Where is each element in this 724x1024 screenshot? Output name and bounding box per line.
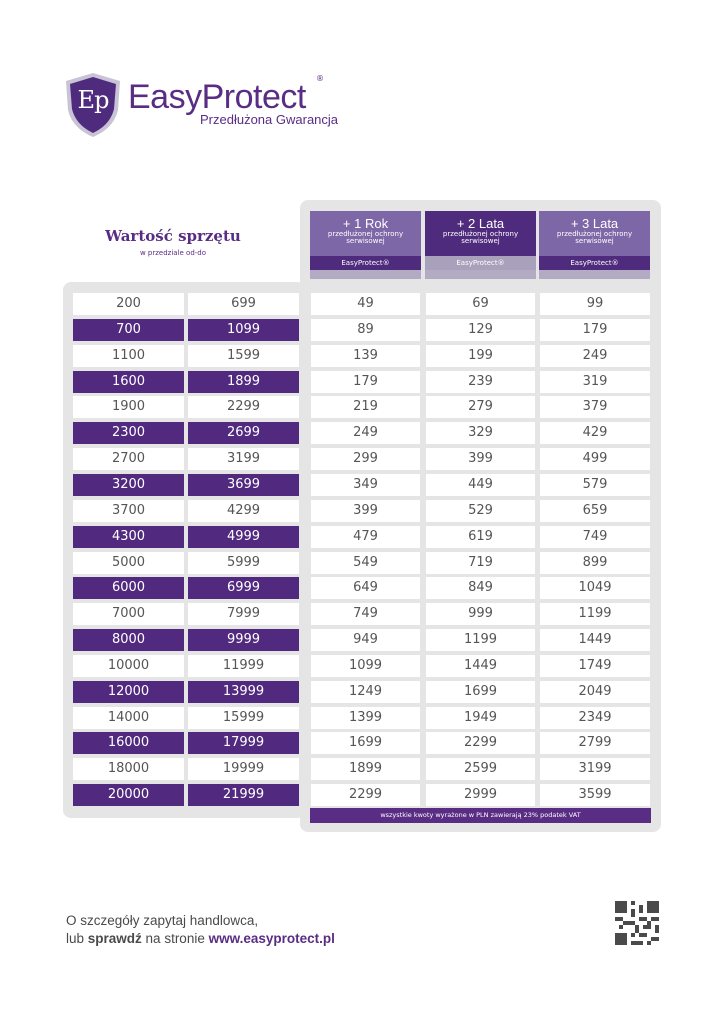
range-from-cell: 700 bbox=[73, 319, 184, 341]
range-to-cell: 1099 bbox=[188, 319, 299, 341]
price-1-year-cell: 299 bbox=[311, 448, 420, 470]
price-2-years-cell: 1949 bbox=[426, 707, 535, 729]
website-link[interactable]: www.easyprotect.pl bbox=[208, 931, 335, 946]
table-row bbox=[0, 448, 724, 470]
range-from-cell: 14000 bbox=[73, 707, 184, 729]
vat-note: wszystkie kwoty wyrażone w PLN zawierają 23% podatek VAT bbox=[310, 808, 651, 823]
column-header-1-year bbox=[310, 211, 421, 281]
price-1-year-cell: 479 bbox=[311, 526, 420, 548]
column-subtitle: przedłużonej ochrony bbox=[556, 230, 633, 238]
price-1-year-cell: 749 bbox=[311, 603, 420, 625]
price-1-year-cell: 349 bbox=[311, 474, 420, 496]
price-3-years-cell: 2799 bbox=[540, 732, 650, 754]
range-to-cell: 13999 bbox=[188, 681, 299, 703]
brand-logo bbox=[64, 72, 339, 142]
price-3-years-cell: 659 bbox=[540, 500, 650, 522]
column-subtitle: przedłużonej ochrony bbox=[327, 230, 404, 238]
range-to-cell: 11999 bbox=[188, 655, 299, 677]
price-2-years-cell: 1449 bbox=[426, 655, 535, 677]
price-2-years-cell: 199 bbox=[426, 345, 535, 367]
range-from-cell: 2300 bbox=[73, 422, 184, 444]
price-2-years-cell: 69 bbox=[426, 293, 535, 315]
price-2-years-cell: 449 bbox=[426, 474, 535, 496]
range-to-cell: 5999 bbox=[188, 552, 299, 574]
range-from-cell: 200 bbox=[73, 293, 184, 315]
price-2-years-cell: 849 bbox=[426, 577, 535, 599]
column-subtitle: serwisowej bbox=[346, 237, 385, 245]
table-row bbox=[0, 629, 724, 651]
price-3-years-cell: 99 bbox=[540, 293, 650, 315]
range-from-cell: 2700 bbox=[73, 448, 184, 470]
table-row bbox=[0, 371, 724, 393]
price-1-year-cell: 549 bbox=[311, 552, 420, 574]
table-row bbox=[0, 422, 724, 444]
table-row bbox=[0, 474, 724, 496]
table-row bbox=[0, 552, 724, 574]
range-from-cell: 1100 bbox=[73, 345, 184, 367]
footer-line-2: lub sprawdź na stronie www.easyprotect.pl bbox=[66, 931, 335, 946]
range-from-cell: 1600 bbox=[73, 371, 184, 393]
table-row bbox=[0, 603, 724, 625]
price-3-years-cell: 429 bbox=[540, 422, 650, 444]
range-from-cell: 4300 bbox=[73, 526, 184, 548]
price-2-years-cell: 719 bbox=[426, 552, 535, 574]
range-to-cell: 699 bbox=[188, 293, 299, 315]
price-2-years-cell: 129 bbox=[426, 319, 535, 341]
price-3-years-cell: 379 bbox=[540, 396, 650, 418]
range-to-cell: 9999 bbox=[188, 629, 299, 651]
range-to-cell: 2299 bbox=[188, 396, 299, 418]
price-1-year-cell: 49 bbox=[311, 293, 420, 315]
price-3-years-cell: 2349 bbox=[540, 707, 650, 729]
price-1-year-cell: 179 bbox=[311, 371, 420, 393]
table-row bbox=[0, 681, 724, 703]
range-from-cell: 8000 bbox=[73, 629, 184, 651]
range-from-cell: 7000 bbox=[73, 603, 184, 625]
range-from-cell: 12000 bbox=[73, 681, 184, 703]
footer-bold-word: sprawdź bbox=[87, 931, 142, 946]
value-column-subtitle: w przedziale od-do bbox=[139, 249, 207, 257]
table-row bbox=[0, 319, 724, 341]
logo-letters: Ep bbox=[77, 86, 109, 114]
footer-line-1: O szczegóły zapytaj handlowca, bbox=[66, 913, 259, 928]
table-row bbox=[0, 707, 724, 729]
price-1-year-cell: 219 bbox=[311, 396, 420, 418]
price-1-year-cell: 399 bbox=[311, 500, 420, 522]
price-1-year-cell: 249 bbox=[311, 422, 420, 444]
range-to-cell: 1899 bbox=[188, 371, 299, 393]
column-title: + 3 Lata bbox=[570, 216, 619, 231]
price-2-years-cell: 529 bbox=[426, 500, 535, 522]
price-2-years-cell: 2599 bbox=[426, 758, 535, 780]
price-3-years-cell: 1049 bbox=[540, 577, 650, 599]
table-row bbox=[0, 577, 724, 599]
range-from-cell: 10000 bbox=[73, 655, 184, 677]
price-1-year-cell: 1099 bbox=[311, 655, 420, 677]
price-3-years-cell: 749 bbox=[540, 526, 650, 548]
range-from-cell: 3200 bbox=[73, 474, 184, 496]
range-to-cell: 1599 bbox=[188, 345, 299, 367]
table-row bbox=[0, 293, 724, 315]
price-3-years-cell: 1749 bbox=[540, 655, 650, 677]
price-1-year-cell: 139 bbox=[311, 345, 420, 367]
price-2-years-cell: 399 bbox=[426, 448, 535, 470]
price-3-years-cell: 2049 bbox=[540, 681, 650, 703]
footer-text bbox=[66, 912, 335, 948]
column-header-3-years bbox=[539, 211, 650, 281]
range-to-cell: 19999 bbox=[188, 758, 299, 780]
price-3-years-cell: 249 bbox=[540, 345, 650, 367]
range-to-cell: 4299 bbox=[188, 500, 299, 522]
price-1-year-cell: 1399 bbox=[311, 707, 420, 729]
column-brand: EasyProtect® bbox=[539, 256, 650, 270]
column-title: + 2 Lata bbox=[456, 216, 505, 231]
price-1-year-cell: 649 bbox=[311, 577, 420, 599]
price-1-year-cell: 89 bbox=[311, 319, 420, 341]
range-to-cell: 17999 bbox=[188, 732, 299, 754]
column-subtitle: przedłużonej ochrony bbox=[442, 230, 519, 238]
price-3-years-cell: 179 bbox=[540, 319, 650, 341]
price-2-years-cell: 2299 bbox=[426, 732, 535, 754]
price-2-years-cell: 999 bbox=[426, 603, 535, 625]
price-3-years-cell: 1199 bbox=[540, 603, 650, 625]
range-to-cell: 3699 bbox=[188, 474, 299, 496]
column-subtitle: serwisowej bbox=[575, 237, 614, 245]
table-row bbox=[0, 526, 724, 548]
table-row bbox=[0, 345, 724, 367]
column-brand: EasyProtect® bbox=[425, 256, 536, 270]
value-column-title: Wartość sprzętu bbox=[105, 227, 241, 245]
table-row bbox=[0, 655, 724, 677]
column-header-2-years bbox=[425, 211, 536, 281]
range-to-cell: 21999 bbox=[188, 784, 299, 806]
price-3-years-cell: 319 bbox=[540, 371, 650, 393]
range-to-cell: 15999 bbox=[188, 707, 299, 729]
range-to-cell: 3199 bbox=[188, 448, 299, 470]
price-3-years-cell: 579 bbox=[540, 474, 650, 496]
column-subtitle: serwisowej bbox=[461, 237, 500, 245]
price-1-year-cell: 1699 bbox=[311, 732, 420, 754]
price-2-years-cell: 239 bbox=[426, 371, 535, 393]
table-row bbox=[0, 500, 724, 522]
range-from-cell: 16000 bbox=[73, 732, 184, 754]
price-2-years-cell: 1199 bbox=[426, 629, 535, 651]
price-1-year-cell: 1899 bbox=[311, 758, 420, 780]
table-row bbox=[0, 758, 724, 780]
range-to-cell: 4999 bbox=[188, 526, 299, 548]
range-from-cell: 20000 bbox=[73, 784, 184, 806]
price-1-year-cell: 2299 bbox=[311, 784, 420, 806]
price-1-year-cell: 949 bbox=[311, 629, 420, 651]
brand-tagline: Przedłużona Gwarancja bbox=[200, 112, 339, 127]
price-2-years-cell: 619 bbox=[426, 526, 535, 548]
range-from-cell: 5000 bbox=[73, 552, 184, 574]
price-3-years-cell: 3199 bbox=[540, 758, 650, 780]
price-2-years-cell: 279 bbox=[426, 396, 535, 418]
range-from-cell: 6000 bbox=[73, 577, 184, 599]
price-2-years-cell: 2999 bbox=[426, 784, 535, 806]
range-to-cell: 2699 bbox=[188, 422, 299, 444]
price-3-years-cell: 3599 bbox=[540, 784, 650, 806]
brand-name: EasyProtect bbox=[128, 78, 306, 116]
range-to-cell: 7999 bbox=[188, 603, 299, 625]
range-from-cell: 1900 bbox=[73, 396, 184, 418]
table-row bbox=[0, 784, 724, 806]
range-from-cell: 3700 bbox=[73, 500, 184, 522]
column-title: + 1 Rok bbox=[342, 216, 389, 231]
price-3-years-cell: 1449 bbox=[540, 629, 650, 651]
column-brand: EasyProtect® bbox=[310, 256, 421, 270]
price-3-years-cell: 499 bbox=[540, 448, 650, 470]
qr-code-icon bbox=[615, 901, 659, 945]
price-3-years-cell: 899 bbox=[540, 552, 650, 574]
range-to-cell: 6999 bbox=[188, 577, 299, 599]
table-row bbox=[0, 396, 724, 418]
registered-mark: ® bbox=[316, 74, 324, 83]
price-2-years-cell: 329 bbox=[426, 422, 535, 444]
price-2-years-cell: 1699 bbox=[426, 681, 535, 703]
table-row bbox=[0, 732, 724, 754]
range-from-cell: 18000 bbox=[73, 758, 184, 780]
price-1-year-cell: 1249 bbox=[311, 681, 420, 703]
